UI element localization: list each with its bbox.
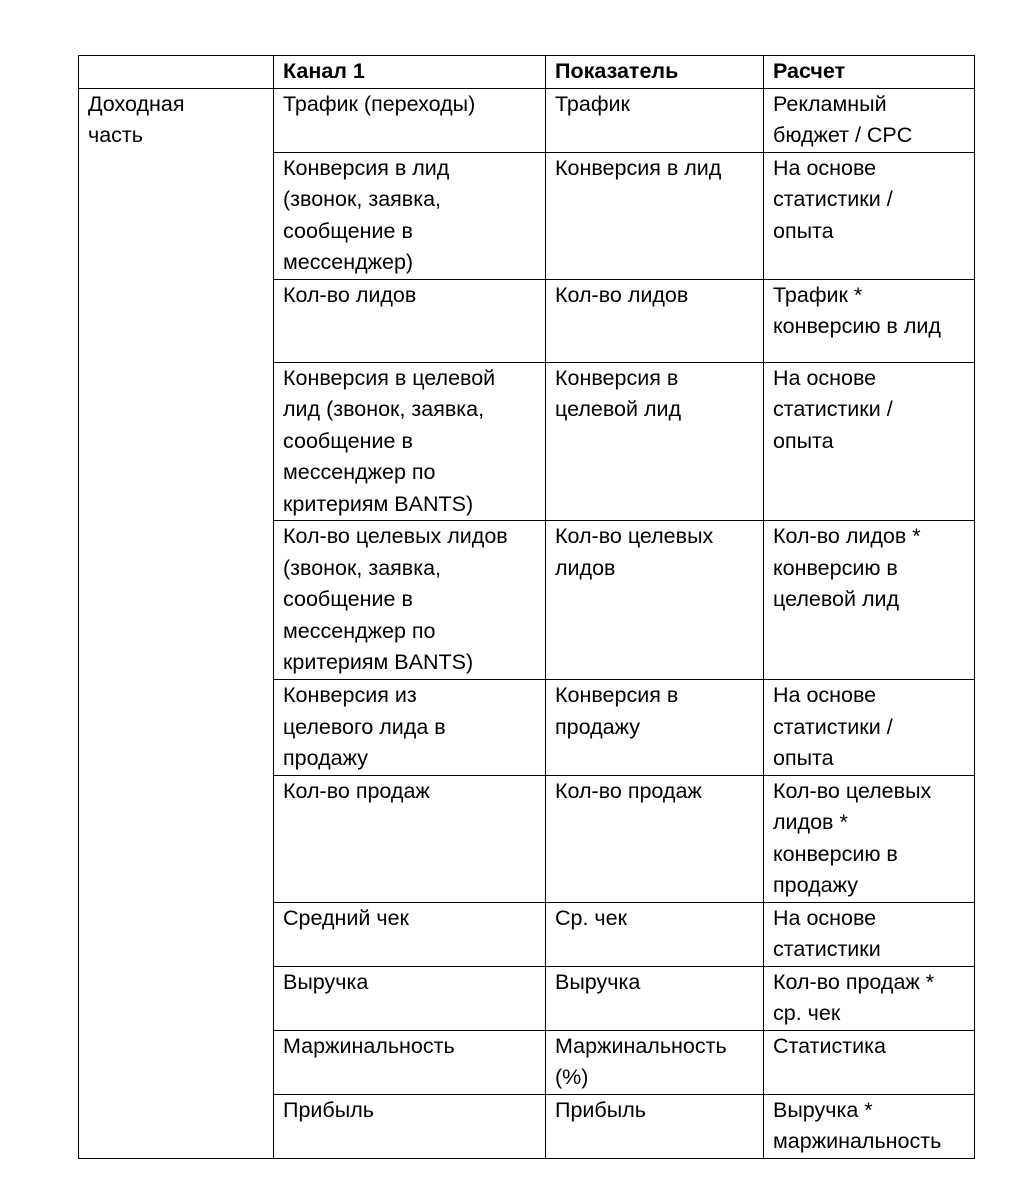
section-label: Доходная часть xyxy=(79,88,274,1158)
metric-cell: Трафик xyxy=(546,88,764,152)
channel-cell: Средний чек xyxy=(274,902,546,966)
calc-cell: Выручка * маржинальность xyxy=(764,1094,975,1158)
metric-cell: Кол-во целевых лидов xyxy=(546,521,764,680)
metric-cell: Маржинальность (%) xyxy=(546,1030,764,1094)
channel-cell: Маржинальность xyxy=(274,1030,546,1094)
channel-cell: Кол-во продаж xyxy=(274,775,546,902)
table-header-row xyxy=(79,56,975,89)
calc-cell: Статистика xyxy=(764,1030,975,1094)
calc-cell: На основе статистики xyxy=(764,902,975,966)
header-channel: Канал 1 xyxy=(274,56,546,89)
funnel-table xyxy=(78,55,975,1159)
metric-cell: Кол-во продаж xyxy=(546,775,764,902)
channel-cell: Трафик (переходы) xyxy=(274,88,546,152)
metric-cell: Конверсия в продажу xyxy=(546,680,764,776)
calc-cell: На основе статистики / опыта xyxy=(764,680,975,776)
calc-cell: Кол-во целевых лидов * конверсию в продажу xyxy=(764,775,975,902)
metric-cell: Выручка xyxy=(546,966,764,1030)
channel-cell: Конверсия в лид (звонок, заявка, сообщение в мессенджер) xyxy=(274,152,546,279)
metric-cell: Конверсия в лид xyxy=(546,152,764,279)
header-metric: Показатель xyxy=(546,56,764,89)
calc-cell: На основе статистики / опыта xyxy=(764,362,975,521)
calc-cell: Трафик * конверсию в лид xyxy=(764,279,975,362)
table-row xyxy=(79,88,975,152)
channel-cell: Прибыль xyxy=(274,1094,546,1158)
metric-cell: Ср. чек xyxy=(546,902,764,966)
calc-cell: Кол-во лидов * конверсию в целевой лид xyxy=(764,521,975,680)
metric-cell: Конверсия в целевой лид xyxy=(546,362,764,521)
metric-cell: Прибыль xyxy=(546,1094,764,1158)
channel-cell: Конверсия в целевой лид (звонок, заявка, сообщение в мессенджер по критериям BANTS) xyxy=(274,362,546,521)
calc-cell: На основе статистики / опыта xyxy=(764,152,975,279)
channel-cell: Выручка xyxy=(274,966,546,1030)
header-empty xyxy=(79,56,274,89)
channel-cell: Кол-во целевых лидов (звонок, заявка, сообщение в мессенджер по критериям BANTS) xyxy=(274,521,546,680)
channel-cell: Кол-во лидов xyxy=(274,279,546,362)
metric-cell: Кол-во лидов xyxy=(546,279,764,362)
calc-cell: Рекламный бюджет / CPC xyxy=(764,88,975,152)
calc-cell: Кол-во продаж * ср. чек xyxy=(764,966,975,1030)
channel-cell: Конверсия из целевого лида в продажу xyxy=(274,680,546,776)
header-calc: Расчет xyxy=(764,56,975,89)
